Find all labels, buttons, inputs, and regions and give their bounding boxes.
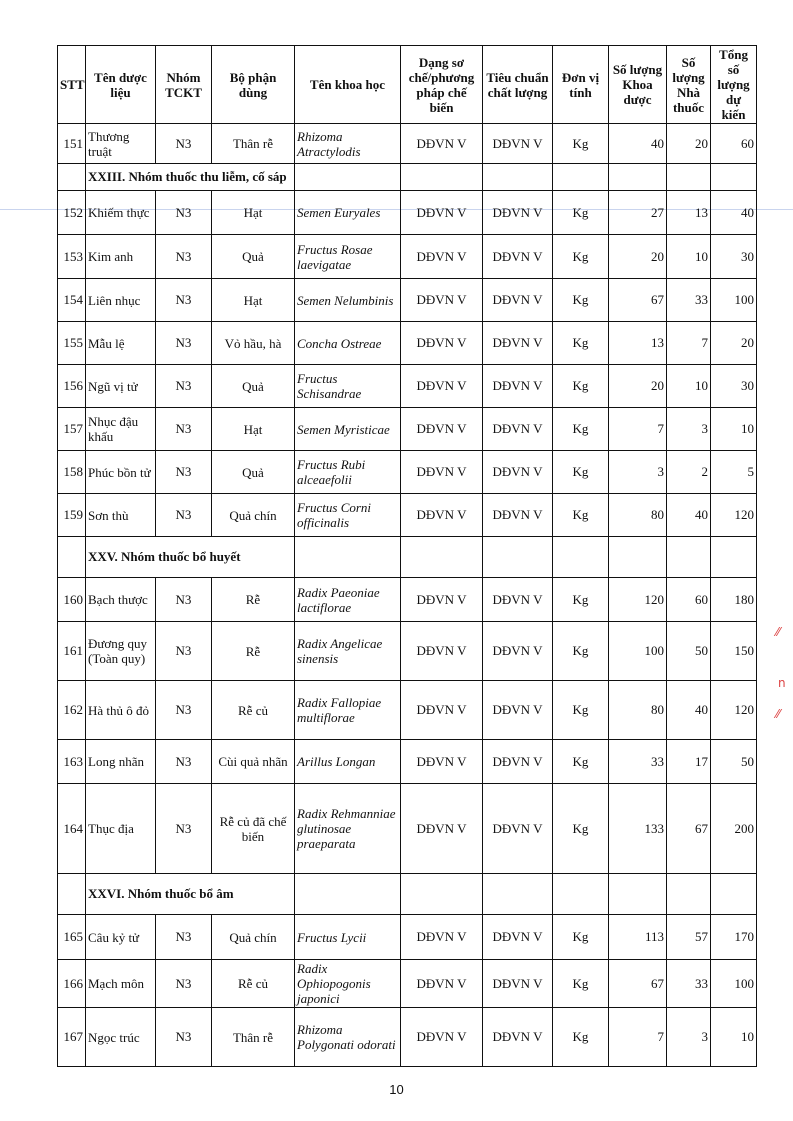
herb-name-cell: Ngọc trúc: [86, 1008, 156, 1067]
part-used-cell: Quả: [212, 365, 295, 408]
stt-cell: 151: [58, 124, 86, 164]
section-empty-cell: [667, 537, 711, 578]
total-qty-cell: 200: [711, 784, 757, 874]
unit-cell: Kg: [553, 740, 609, 784]
qty-pharmacy-dept-cell: 20: [609, 235, 667, 279]
section-stt-cell: [58, 874, 86, 915]
section-empty-cell: [609, 537, 667, 578]
scientific-name-cell: Fructus Schisandrae: [295, 365, 401, 408]
part-used-cell: Quả: [212, 235, 295, 279]
scientific-name-cell: Radix Paeoniae lactiflorae: [295, 578, 401, 622]
margin-mark: ⁄⁄: [776, 625, 781, 639]
quality-standard-cell: DĐVN V: [483, 365, 553, 408]
processing-form-cell: DĐVN V: [401, 915, 483, 960]
processing-form-cell: DĐVN V: [401, 322, 483, 365]
section-empty-cell: [401, 164, 483, 191]
table-row: [58, 915, 757, 960]
table-row: [58, 578, 757, 622]
herb-name-cell: Phúc bồn tử: [86, 451, 156, 494]
section-empty-cell: [295, 537, 401, 578]
total-qty-cell: 30: [711, 235, 757, 279]
part-used-cell: Quả chín: [212, 915, 295, 960]
part-used-cell: Quả chín: [212, 494, 295, 537]
table-row: [58, 494, 757, 537]
group-cell: N3: [156, 622, 212, 681]
table-row: [58, 784, 757, 874]
part-used-cell: Hạt: [212, 191, 295, 235]
stt-cell: 165: [58, 915, 86, 960]
section-empty-cell: [553, 874, 609, 915]
col-header-part: Bộ phận dùng: [212, 46, 295, 124]
col-header-form: Dạng sơ chế/phương pháp chế biến: [401, 46, 483, 124]
qty-drugstore-cell: 50: [667, 622, 711, 681]
scientific-name-cell: Radix Ophiopogonis japonici: [295, 960, 401, 1008]
qty-drugstore-cell: 3: [667, 1008, 711, 1067]
section-title: XXVI. Nhóm thuốc bổ âm: [86, 874, 295, 915]
qty-pharmacy-dept-cell: 40: [609, 124, 667, 164]
scientific-name-cell: Fructus Corni officinalis: [295, 494, 401, 537]
herb-name-cell: Long nhãn: [86, 740, 156, 784]
unit-cell: Kg: [553, 915, 609, 960]
scientific-name-cell: Radix Angelicae sinensis: [295, 622, 401, 681]
qty-pharmacy-dept-cell: 80: [609, 681, 667, 740]
group-cell: N3: [156, 235, 212, 279]
scientific-name-cell: Rhizoma Atractylodis: [295, 124, 401, 164]
stt-cell: 161: [58, 622, 86, 681]
section-empty-cell: [553, 537, 609, 578]
total-qty-cell: 120: [711, 494, 757, 537]
herb-name-cell: Kim anh: [86, 235, 156, 279]
scientific-name-cell: Rhizoma Polygonati odorati: [295, 1008, 401, 1067]
section-title: XXV. Nhóm thuốc bổ huyết: [86, 537, 295, 578]
group-cell: N3: [156, 1008, 212, 1067]
stt-cell: 159: [58, 494, 86, 537]
quality-standard-cell: DĐVN V: [483, 494, 553, 537]
section-empty-cell: [711, 164, 757, 191]
qty-pharmacy-dept-cell: 3: [609, 451, 667, 494]
quality-standard-cell: DĐVN V: [483, 408, 553, 451]
group-cell: N3: [156, 279, 212, 322]
unit-cell: Kg: [553, 784, 609, 874]
scientific-name-cell: Fructus Rosae laevigatae: [295, 235, 401, 279]
scientific-name-cell: Fructus Rubi alceaefolii: [295, 451, 401, 494]
col-header-standard: Tiêu chuẩn chất lượng: [483, 46, 553, 124]
quality-standard-cell: DĐVN V: [483, 622, 553, 681]
quality-standard-cell: DĐVN V: [483, 578, 553, 622]
unit-cell: Kg: [553, 578, 609, 622]
processing-form-cell: DĐVN V: [401, 191, 483, 235]
qty-drugstore-cell: 2: [667, 451, 711, 494]
stt-cell: 153: [58, 235, 86, 279]
qty-pharmacy-dept-cell: 67: [609, 279, 667, 322]
group-cell: N3: [156, 681, 212, 740]
unit-cell: Kg: [553, 1008, 609, 1067]
stt-cell: 152: [58, 191, 86, 235]
unit-cell: Kg: [553, 235, 609, 279]
total-qty-cell: 150: [711, 622, 757, 681]
quality-standard-cell: DĐVN V: [483, 784, 553, 874]
processing-form-cell: DĐVN V: [401, 235, 483, 279]
total-qty-cell: 10: [711, 1008, 757, 1067]
table-row: [58, 451, 757, 494]
quality-standard-cell: DĐVN V: [483, 740, 553, 784]
qty-pharmacy-dept-cell: 80: [609, 494, 667, 537]
section-empty-cell: [401, 874, 483, 915]
section-empty-cell: [609, 164, 667, 191]
scientific-name-cell: Arillus Longan: [295, 740, 401, 784]
total-qty-cell: 100: [711, 279, 757, 322]
herb-name-cell: Liên nhục: [86, 279, 156, 322]
section-empty-cell: [553, 164, 609, 191]
group-cell: N3: [156, 322, 212, 365]
group-cell: N3: [156, 451, 212, 494]
section-empty-cell: [711, 537, 757, 578]
stt-cell: 157: [58, 408, 86, 451]
part-used-cell: Hạt: [212, 279, 295, 322]
stt-cell: 166: [58, 960, 86, 1008]
unit-cell: Kg: [553, 494, 609, 537]
scientific-name-cell: Fructus Lycii: [295, 915, 401, 960]
unit-cell: Kg: [553, 279, 609, 322]
stt-cell: 162: [58, 681, 86, 740]
col-header-qty-pharmacy-dept: Số lượng Khoa dược: [609, 46, 667, 124]
quality-standard-cell: DĐVN V: [483, 235, 553, 279]
processing-form-cell: DĐVN V: [401, 1008, 483, 1067]
herb-name-cell: Bạch thược: [86, 578, 156, 622]
part-used-cell: Hạt: [212, 408, 295, 451]
processing-form-cell: DĐVN V: [401, 681, 483, 740]
qty-drugstore-cell: 7: [667, 322, 711, 365]
scientific-name-cell: Radix Fallopiae multiflorae: [295, 681, 401, 740]
quality-standard-cell: DĐVN V: [483, 960, 553, 1008]
qty-pharmacy-dept-cell: 120: [609, 578, 667, 622]
scientific-name-cell: Radix Rehmanniae glutinosae praeparata: [295, 784, 401, 874]
table-row: [58, 124, 757, 164]
herb-name-cell: Câu kỷ tử: [86, 915, 156, 960]
unit-cell: Kg: [553, 322, 609, 365]
group-cell: N3: [156, 960, 212, 1008]
scientific-name-cell: Semen Myristicae: [295, 408, 401, 451]
herb-name-cell: Mẫu lệ: [86, 322, 156, 365]
qty-drugstore-cell: 40: [667, 681, 711, 740]
group-cell: N3: [156, 784, 212, 874]
processing-form-cell: DĐVN V: [401, 784, 483, 874]
qty-drugstore-cell: 40: [667, 494, 711, 537]
header-row: [58, 46, 757, 124]
qty-drugstore-cell: 33: [667, 279, 711, 322]
processing-form-cell: DĐVN V: [401, 279, 483, 322]
stt-cell: 167: [58, 1008, 86, 1067]
table-row: [58, 279, 757, 322]
section-empty-cell: [483, 164, 553, 191]
qty-drugstore-cell: 57: [667, 915, 711, 960]
scientific-name-cell: Semen Euryales: [295, 191, 401, 235]
total-qty-cell: 100: [711, 960, 757, 1008]
group-cell: N3: [156, 408, 212, 451]
herb-name-cell: Khiếm thực: [86, 191, 156, 235]
col-header-unit: Đơn vị tính: [553, 46, 609, 124]
section-empty-cell: [295, 874, 401, 915]
stt-cell: 156: [58, 365, 86, 408]
table-row: [58, 322, 757, 365]
qty-drugstore-cell: 3: [667, 408, 711, 451]
part-used-cell: Rễ củ: [212, 960, 295, 1008]
section-empty-cell: [295, 164, 401, 191]
quality-standard-cell: DĐVN V: [483, 1008, 553, 1067]
qty-drugstore-cell: 20: [667, 124, 711, 164]
quality-standard-cell: DĐVN V: [483, 124, 553, 164]
table-row: [58, 681, 757, 740]
processing-form-cell: DĐVN V: [401, 960, 483, 1008]
section-empty-cell: [483, 537, 553, 578]
col-header-total: Tổng số lượng dự kiến: [711, 46, 757, 124]
section-title: XXIII. Nhóm thuốc thu liễm, cố sáp: [86, 164, 295, 191]
herb-name-cell: Sơn thù: [86, 494, 156, 537]
qty-pharmacy-dept-cell: 20: [609, 365, 667, 408]
section-empty-cell: [609, 874, 667, 915]
table-row: [58, 740, 757, 784]
group-cell: N3: [156, 578, 212, 622]
qty-drugstore-cell: 17: [667, 740, 711, 784]
section-stt-cell: [58, 537, 86, 578]
unit-cell: Kg: [553, 681, 609, 740]
group-cell: N3: [156, 494, 212, 537]
quality-standard-cell: DĐVN V: [483, 681, 553, 740]
col-header-sci: Tên khoa học: [295, 46, 401, 124]
scientific-name-cell: Concha Ostreae: [295, 322, 401, 365]
col-header-qty-drugstore: Số lượng Nhà thuốc: [667, 46, 711, 124]
section-row: [58, 164, 757, 191]
qty-pharmacy-dept-cell: 113: [609, 915, 667, 960]
table-row: [58, 622, 757, 681]
scientific-name-cell: Semen Nelumbinis: [295, 279, 401, 322]
part-used-cell: Quả: [212, 451, 295, 494]
qty-pharmacy-dept-cell: 67: [609, 960, 667, 1008]
stt-cell: 155: [58, 322, 86, 365]
section-row: [58, 537, 757, 578]
unit-cell: Kg: [553, 451, 609, 494]
part-used-cell: Cùi quả nhãn: [212, 740, 295, 784]
margin-mark: n: [778, 676, 786, 690]
qty-drugstore-cell: 33: [667, 960, 711, 1008]
qty-drugstore-cell: 10: [667, 365, 711, 408]
qty-pharmacy-dept-cell: 27: [609, 191, 667, 235]
table-row: [58, 365, 757, 408]
part-used-cell: Thân rễ: [212, 1008, 295, 1067]
group-cell: N3: [156, 740, 212, 784]
stt-cell: 164: [58, 784, 86, 874]
part-used-cell: Rễ củ đã chế biến: [212, 784, 295, 874]
col-header-group: Nhóm TCKT: [156, 46, 212, 124]
part-used-cell: Thân rễ: [212, 124, 295, 164]
total-qty-cell: 5: [711, 451, 757, 494]
section-empty-cell: [667, 164, 711, 191]
table-row: [58, 408, 757, 451]
unit-cell: Kg: [553, 365, 609, 408]
part-used-cell: Vỏ hầu, hà: [212, 322, 295, 365]
table-row: [58, 1008, 757, 1067]
section-empty-cell: [401, 537, 483, 578]
herb-name-cell: Thương truật: [86, 124, 156, 164]
table-row: [58, 235, 757, 279]
unit-cell: Kg: [553, 191, 609, 235]
group-cell: N3: [156, 365, 212, 408]
qty-pharmacy-dept-cell: 7: [609, 408, 667, 451]
qty-pharmacy-dept-cell: 7: [609, 1008, 667, 1067]
unit-cell: Kg: [553, 622, 609, 681]
herb-table: [57, 45, 757, 1067]
processing-form-cell: DĐVN V: [401, 365, 483, 408]
total-qty-cell: 180: [711, 578, 757, 622]
qty-drugstore-cell: 60: [667, 578, 711, 622]
total-qty-cell: 170: [711, 915, 757, 960]
herb-name-cell: Ngũ vị tử: [86, 365, 156, 408]
stt-cell: 154: [58, 279, 86, 322]
col-header-stt: STT: [58, 46, 86, 124]
total-qty-cell: 30: [711, 365, 757, 408]
stt-cell: 163: [58, 740, 86, 784]
qty-drugstore-cell: 67: [667, 784, 711, 874]
processing-form-cell: DĐVN V: [401, 494, 483, 537]
section-stt-cell: [58, 164, 86, 191]
processing-form-cell: DĐVN V: [401, 124, 483, 164]
page-number: 10: [389, 1082, 404, 1097]
quality-standard-cell: DĐVN V: [483, 322, 553, 365]
processing-form-cell: DĐVN V: [401, 740, 483, 784]
section-empty-cell: [711, 874, 757, 915]
quality-standard-cell: DĐVN V: [483, 279, 553, 322]
part-used-cell: Rễ: [212, 622, 295, 681]
quality-standard-cell: DĐVN V: [483, 451, 553, 494]
qty-pharmacy-dept-cell: 133: [609, 784, 667, 874]
processing-form-cell: DĐVN V: [401, 408, 483, 451]
qty-pharmacy-dept-cell: 100: [609, 622, 667, 681]
qty-drugstore-cell: 13: [667, 191, 711, 235]
processing-form-cell: DĐVN V: [401, 451, 483, 494]
total-qty-cell: 50: [711, 740, 757, 784]
group-cell: N3: [156, 191, 212, 235]
total-qty-cell: 60: [711, 124, 757, 164]
herb-name-cell: Mạch môn: [86, 960, 156, 1008]
table-row: [58, 191, 757, 235]
qty-pharmacy-dept-cell: 13: [609, 322, 667, 365]
total-qty-cell: 120: [711, 681, 757, 740]
unit-cell: Kg: [553, 124, 609, 164]
part-used-cell: Rễ củ: [212, 681, 295, 740]
herb-name-cell: Thục địa: [86, 784, 156, 874]
total-qty-cell: 10: [711, 408, 757, 451]
herb-name-cell: Nhục đậu khấu: [86, 408, 156, 451]
group-cell: N3: [156, 915, 212, 960]
processing-form-cell: DĐVN V: [401, 578, 483, 622]
margin-mark: ⁄⁄: [776, 707, 781, 721]
herb-name-cell: Đương quy (Toàn quy): [86, 622, 156, 681]
table-row: [58, 960, 757, 1008]
herb-name-cell: Hà thủ ô đỏ: [86, 681, 156, 740]
total-qty-cell: 20: [711, 322, 757, 365]
col-header-name: Tên dược liệu: [86, 46, 156, 124]
qty-pharmacy-dept-cell: 33: [609, 740, 667, 784]
group-cell: N3: [156, 124, 212, 164]
total-qty-cell: 40: [711, 191, 757, 235]
section-row: [58, 874, 757, 915]
unit-cell: Kg: [553, 960, 609, 1008]
section-empty-cell: [483, 874, 553, 915]
part-used-cell: Rễ: [212, 578, 295, 622]
quality-standard-cell: DĐVN V: [483, 915, 553, 960]
section-empty-cell: [667, 874, 711, 915]
processing-form-cell: DĐVN V: [401, 622, 483, 681]
qty-drugstore-cell: 10: [667, 235, 711, 279]
stt-cell: 158: [58, 451, 86, 494]
stt-cell: 160: [58, 578, 86, 622]
quality-standard-cell: DĐVN V: [483, 191, 553, 235]
unit-cell: Kg: [553, 408, 609, 451]
